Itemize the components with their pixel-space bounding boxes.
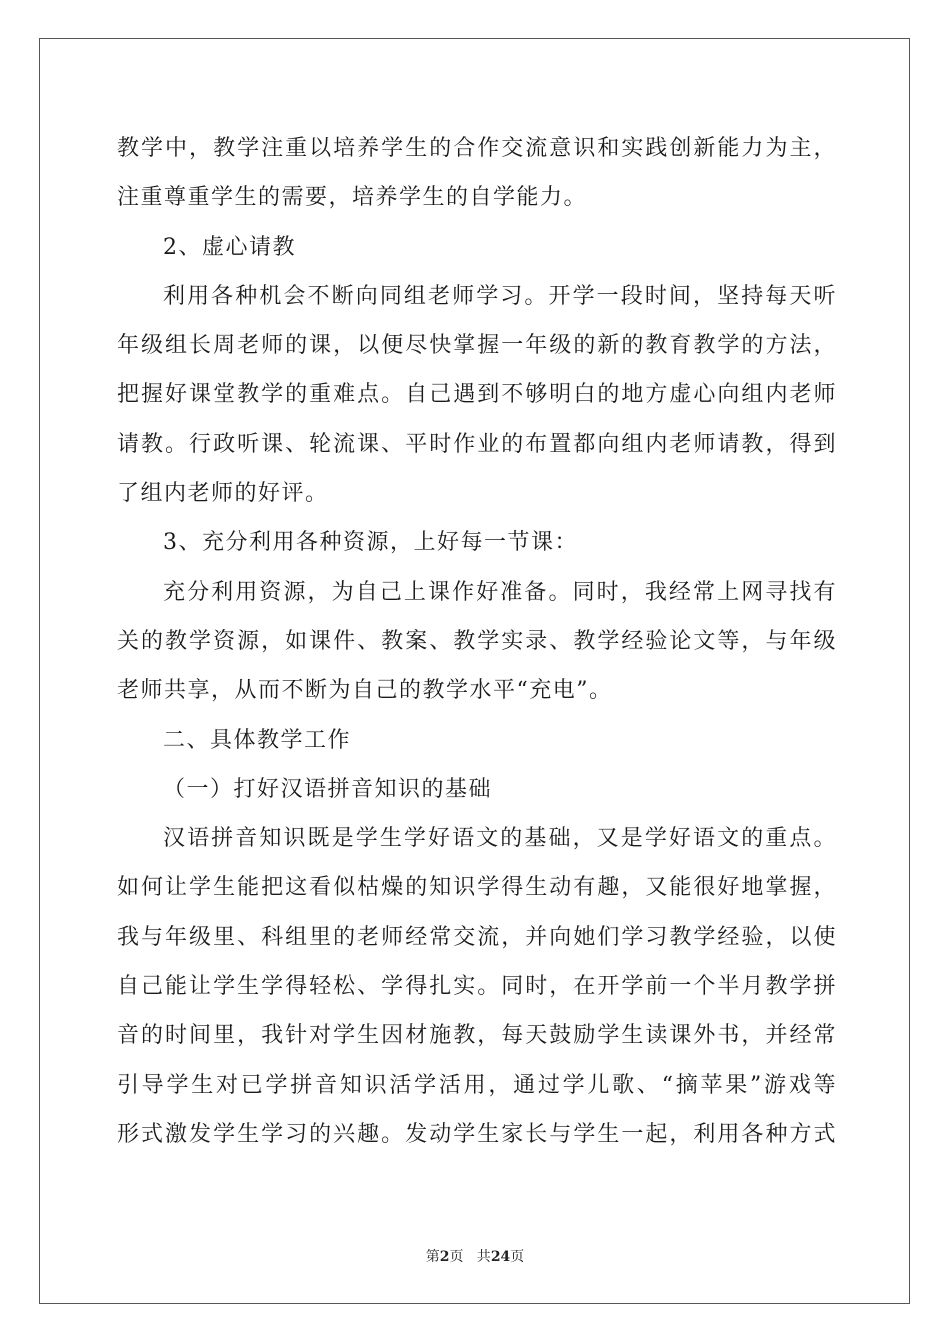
text-line-17: 我与年级里、科组里的老师经常交流，并向她们学习教学经验，以使 [117, 924, 837, 950]
text-line-6: 把握好课堂教学的重难点。自己遇到不够明白的地方虚心向组内老师 [117, 382, 837, 408]
text-line-7: 请教。行政听课、轮流课、平时作业的布置都向组内老师请教，得到 [117, 431, 837, 457]
text-line-1: 教学中，教学注重以培养学生的合作交流意识和实践创新能力为主， [117, 136, 837, 161]
footer-prefix: 第 [425, 1249, 440, 1265]
subsection-heading: （一）打好汉语拼音知识的基础 [163, 776, 493, 802]
text-line-10: 充分利用资源，为自己上课作好准备。同时，我经常上网寻找有 [163, 579, 837, 605]
footer-suffix: 页 [510, 1249, 525, 1265]
text-line-18: 自己能让学生学得轻松、学得扎实。同时，在开学前一个半月教学拼 [117, 974, 837, 1000]
text-line-11: 关的教学资源，如课件、教案、教学实录、教学经验论文等，与年级 [117, 628, 837, 654]
text-line-16: 如何让学生能把这看似枯燥的知识学得生动有趣，又能很好地掌握， [117, 875, 837, 901]
text-line-5: 年级组长周老师的课，以便尽快掌握一年级的新的教育教学的方法， [117, 333, 837, 359]
text-line-2: 注重尊重学生的需要，培养学生的自学能力。 [117, 185, 588, 211]
chapter-heading: 二、具体教学工作 [163, 727, 352, 753]
section-heading-3: 3、充分利用各种资源，上好每一节课： [163, 530, 578, 556]
text-line-4: 利用各种机会不断向同组老师学习。开学一段时间，坚持每天听 [163, 283, 837, 309]
total-page-count: 24 [490, 1249, 511, 1265]
text-line-21: 形式激发学生学习的兴趣。发动学生家长与学生一起，利用各种方式 [117, 1121, 837, 1147]
text-line-20: 引导学生对已学拼音知识活学活用，通过学儿歌、“摘苹果”游戏等 [117, 1072, 837, 1098]
text-line-19: 音的时间里，我针对学生因材施教，每天鼓励学生读课外书，并经常 [117, 1023, 837, 1049]
page-footer [0, 1246, 950, 1266]
text-line-8: 了组内老师的好评。 [117, 481, 329, 507]
current-page-number: 2 [439, 1249, 450, 1265]
text-line-15: 汉语拼音知识既是学生学好语文的基础，又是学好语文的重点。 [163, 826, 837, 852]
text-line-12: 老师共享，从而不断为自己的教学水平“充电”。 [117, 678, 613, 704]
footer-middle: 页 共 [449, 1249, 491, 1265]
document-body [117, 124, 837, 1159]
section-heading-2: 2、虚心请教 [163, 234, 296, 260]
